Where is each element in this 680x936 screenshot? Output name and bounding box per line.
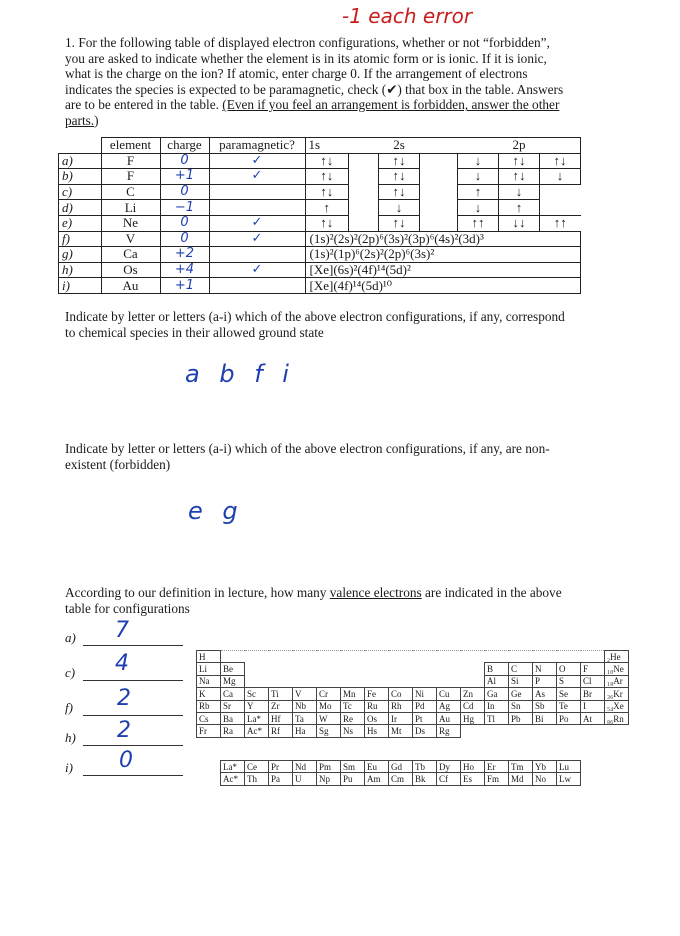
periodic-row bbox=[197, 651, 629, 663]
question-4-text bbox=[65, 585, 635, 616]
empty-cell bbox=[389, 651, 413, 663]
empty-cell bbox=[389, 663, 413, 675]
empty-cell bbox=[317, 663, 341, 675]
element-cell: Mg bbox=[221, 675, 245, 687]
empty-cell bbox=[341, 651, 365, 663]
element-cell: Hg bbox=[461, 712, 485, 724]
empty-cell bbox=[317, 651, 341, 663]
element-cell: Cl bbox=[581, 675, 605, 687]
element-cell: Ca bbox=[101, 247, 160, 263]
orbital-1s: ↑↓ bbox=[305, 184, 349, 200]
element-cell: Sc bbox=[245, 688, 269, 700]
table-header-row bbox=[59, 138, 581, 154]
element-cell: Ge bbox=[509, 688, 533, 700]
electron-config-table bbox=[58, 137, 581, 294]
valence-answer-row bbox=[65, 718, 185, 745]
empty-cell bbox=[437, 663, 461, 675]
element-cell: V bbox=[293, 688, 317, 700]
charge-cell: 0 bbox=[160, 153, 209, 169]
orbital-2p-x: ↑ bbox=[458, 184, 499, 200]
paramagnetic-cell bbox=[209, 247, 305, 263]
element-cell: Zr bbox=[269, 700, 293, 712]
row-label: b) bbox=[59, 169, 102, 185]
element-cell: Y bbox=[245, 700, 269, 712]
element-cell: Rf bbox=[269, 725, 293, 737]
periodic-table-f-block bbox=[220, 760, 581, 786]
element-cell: U bbox=[293, 773, 317, 785]
element-cell: Gd bbox=[389, 761, 413, 773]
orbital-2p-y: ↓↓ bbox=[499, 215, 540, 231]
element-cell: Ac* bbox=[245, 725, 269, 737]
element-cell: Be bbox=[221, 663, 245, 675]
row-label: e) bbox=[59, 215, 102, 231]
empty-cell bbox=[437, 675, 461, 687]
element-cell: No bbox=[533, 773, 557, 785]
element-cell: Rh bbox=[389, 700, 413, 712]
empty-cell bbox=[293, 651, 317, 663]
element-cell: Ra bbox=[221, 725, 245, 737]
orbital-2s: ↑↓ bbox=[379, 153, 420, 169]
table-row bbox=[59, 169, 581, 185]
orbital-1s: ↑ bbox=[305, 200, 349, 216]
empty-cell bbox=[557, 725, 581, 737]
element-cell: Pd bbox=[413, 700, 437, 712]
q4-line-1a: According to our definition in lecture, how many bbox=[65, 585, 330, 600]
q2-line-1: Indicate by letter or letters (a-i) which of the above electron configurations, if any, correspond bbox=[65, 309, 565, 324]
periodic-row bbox=[197, 675, 629, 687]
empty-cell bbox=[413, 651, 437, 663]
q2-answer: a b f i bbox=[185, 360, 295, 388]
element-cell: Au bbox=[101, 278, 160, 294]
row-label: h) bbox=[59, 262, 102, 278]
element-cell: I bbox=[581, 700, 605, 712]
orbital-2s: ↑↓ bbox=[379, 184, 420, 200]
element-cell: Sm bbox=[341, 761, 365, 773]
empty-cell bbox=[437, 651, 461, 663]
orbital-2p-z: ↑↑ bbox=[540, 215, 581, 231]
orbital-2p-x: ↓ bbox=[458, 200, 499, 216]
answer-value: 2 bbox=[117, 718, 131, 743]
empty-cell bbox=[269, 651, 293, 663]
empty-cell bbox=[341, 675, 365, 687]
q1-line-5: are to be entered in the table. bbox=[65, 97, 223, 113]
element-cell: Yb bbox=[533, 761, 557, 773]
element-cell: As bbox=[533, 688, 557, 700]
periodic-row bbox=[197, 663, 629, 675]
paramagnetic-cell bbox=[209, 278, 305, 294]
orbital-2p-y: ↑↓ bbox=[499, 153, 540, 169]
orbital-2p-z bbox=[540, 200, 581, 216]
row-label: c) bbox=[59, 184, 102, 200]
f-block-row bbox=[221, 761, 581, 773]
empty-cell bbox=[365, 663, 389, 675]
element-cell: Os bbox=[101, 262, 160, 278]
paramagnetic-cell bbox=[209, 184, 305, 200]
answer-label: i) bbox=[65, 760, 73, 775]
element-cell: Ni bbox=[413, 688, 437, 700]
answer-label: f) bbox=[65, 700, 73, 715]
element-cell: Sn bbox=[509, 700, 533, 712]
element-cell: Ce bbox=[245, 761, 269, 773]
element-cell: Pa bbox=[269, 773, 293, 785]
element-cell: Dy bbox=[437, 761, 461, 773]
element-cell: Fm bbox=[485, 773, 509, 785]
element-cell: F bbox=[581, 663, 605, 675]
element-cell: Ca bbox=[221, 688, 245, 700]
element-cell: W bbox=[317, 712, 341, 724]
element-cell: H bbox=[197, 651, 221, 663]
empty-cell bbox=[365, 651, 389, 663]
element-cell: K bbox=[197, 688, 221, 700]
element-cell: Al bbox=[485, 675, 509, 687]
element-cell: Pt bbox=[413, 712, 437, 724]
element-cell: Zn bbox=[461, 688, 485, 700]
charge-cell: −1 bbox=[160, 200, 209, 216]
empty-cell bbox=[581, 651, 605, 663]
charge-cell: +1 bbox=[160, 278, 209, 294]
element-cell: Na bbox=[197, 675, 221, 687]
element-cell: Cd bbox=[461, 700, 485, 712]
config-cell: [Xe](6s)²(4f)¹⁴(5d)² bbox=[305, 262, 581, 278]
table-row bbox=[59, 215, 581, 231]
element-cell: Tc bbox=[341, 700, 365, 712]
element-cell: Pm bbox=[317, 761, 341, 773]
table-row bbox=[59, 231, 581, 247]
empty-cell bbox=[317, 675, 341, 687]
empty-cell bbox=[245, 651, 269, 663]
answer-value: 0 bbox=[119, 748, 133, 773]
empty-cell bbox=[509, 725, 533, 737]
q1-line-1: For the following table of displayed electron configurations, whether or not “forbidden”, bbox=[78, 35, 550, 50]
element-cell: Cr bbox=[317, 688, 341, 700]
element-cell: Ns bbox=[341, 725, 365, 737]
row-label: f) bbox=[59, 231, 102, 247]
answer-blank bbox=[83, 679, 183, 681]
valence-answer-row bbox=[65, 651, 185, 680]
orbital-2p-y: ↑ bbox=[499, 200, 540, 216]
empty-cell bbox=[461, 663, 485, 675]
header-charge: charge bbox=[160, 138, 209, 154]
header-paramagnetic: paramagnetic? bbox=[209, 138, 305, 154]
orbital-2p-y: ↓ bbox=[499, 184, 540, 200]
element-cell: Te bbox=[557, 700, 581, 712]
element-cell: Br bbox=[581, 688, 605, 700]
element-cell: Si bbox=[509, 675, 533, 687]
valence-answer-row bbox=[65, 686, 185, 715]
orbital-2p-x: ↑↑ bbox=[458, 215, 499, 231]
element-cell: Cf bbox=[437, 773, 461, 785]
header-2p: 2p bbox=[499, 138, 540, 154]
element-cell: Es bbox=[461, 773, 485, 785]
empty-cell bbox=[269, 663, 293, 675]
q1-line-3: what is the charge on the ion? If atomic, enter charge 0. If the arrangement of electrons bbox=[65, 66, 528, 82]
charge-cell: 0 bbox=[160, 215, 209, 231]
question-3-text bbox=[65, 441, 635, 472]
answer-blank bbox=[83, 744, 183, 746]
empty-cell bbox=[533, 651, 557, 663]
element-cell: F bbox=[101, 169, 160, 185]
empty-cell bbox=[461, 725, 485, 737]
element-cell: Hf bbox=[269, 712, 293, 724]
table-row bbox=[59, 200, 581, 216]
table-row bbox=[59, 153, 581, 169]
element-cell: Fe bbox=[365, 688, 389, 700]
paramagnetic-cell: ✓ bbox=[209, 215, 305, 231]
element-cell: Bk bbox=[413, 773, 437, 785]
element-cell: Rb bbox=[197, 700, 221, 712]
empty-cell bbox=[221, 651, 245, 663]
answer-blank bbox=[83, 774, 183, 776]
config-cell: [Xe](4f)¹⁴(5d)¹⁰ bbox=[305, 278, 581, 294]
element-cell: Mo bbox=[317, 700, 341, 712]
empty-cell bbox=[245, 663, 269, 675]
table-row bbox=[59, 184, 581, 200]
empty-cell bbox=[461, 675, 485, 687]
orbital-1s: ↑↓ bbox=[305, 153, 349, 169]
element-cell: At bbox=[581, 712, 605, 724]
empty-cell bbox=[485, 725, 509, 737]
empty-cell bbox=[581, 725, 605, 737]
element-cell: Pb bbox=[509, 712, 533, 724]
empty-cell bbox=[557, 651, 581, 663]
element-cell: Fr bbox=[197, 725, 221, 737]
orbital-1s: ↑↓ bbox=[305, 215, 349, 231]
charge-cell: 0 bbox=[160, 184, 209, 200]
element-cell: ₁₈Ar bbox=[605, 675, 629, 687]
element-cell: Np bbox=[317, 773, 341, 785]
question-1-text bbox=[65, 35, 625, 129]
q1-underlined-note: (Even if you feel an arrangement is forbidden, answer the other bbox=[222, 97, 560, 113]
answer-label: h) bbox=[65, 730, 76, 745]
element-cell: Cm bbox=[389, 773, 413, 785]
orbital-1s: ↑↓ bbox=[305, 169, 349, 185]
row-label: i) bbox=[59, 278, 102, 294]
element-cell: Th bbox=[245, 773, 269, 785]
element-cell: Ru bbox=[365, 700, 389, 712]
element-cell: ₅₄Xe bbox=[605, 700, 629, 712]
table-row bbox=[59, 262, 581, 278]
orbital-2p-x: ↓ bbox=[458, 153, 499, 169]
element-cell: Hs bbox=[365, 725, 389, 737]
row-label: a) bbox=[59, 153, 102, 169]
element-cell: Bi bbox=[533, 712, 557, 724]
element-cell: Mt bbox=[389, 725, 413, 737]
element-cell: Tl bbox=[485, 712, 509, 724]
header-2s: 2s bbox=[379, 138, 420, 154]
element-cell: Ne bbox=[101, 215, 160, 231]
valence-answer-row bbox=[65, 748, 185, 775]
element-cell: ₂He bbox=[605, 651, 629, 663]
element-cell: Se bbox=[557, 688, 581, 700]
header-element: element bbox=[101, 138, 160, 154]
element-cell: Re bbox=[341, 712, 365, 724]
answer-blank bbox=[83, 644, 183, 646]
q4-line-1b: are indicated in the above bbox=[421, 585, 562, 600]
paramagnetic-cell: ✓ bbox=[209, 153, 305, 169]
periodic-table-main bbox=[196, 650, 629, 738]
element-cell: S bbox=[557, 675, 581, 687]
empty-cell bbox=[389, 675, 413, 687]
paramagnetic-cell: ✓ bbox=[209, 262, 305, 278]
charge-cell: +4 bbox=[160, 262, 209, 278]
element-cell: Sb bbox=[533, 700, 557, 712]
q2-line-2: to chemical species in their allowed ground state bbox=[65, 324, 324, 340]
element-cell: C bbox=[101, 184, 160, 200]
paramagnetic-cell: ✓ bbox=[209, 231, 305, 247]
element-cell: V bbox=[101, 231, 160, 247]
orbital-2s: ↑↓ bbox=[379, 169, 420, 185]
element-cell: Ha bbox=[293, 725, 317, 737]
element-cell: P bbox=[533, 675, 557, 687]
element-cell: Sr bbox=[221, 700, 245, 712]
element-cell: Er bbox=[485, 761, 509, 773]
question-number: 1. bbox=[65, 35, 75, 50]
empty-cell bbox=[413, 675, 437, 687]
empty-cell bbox=[293, 663, 317, 675]
config-cell: (1s)²(1p)⁶(2s)²(2p)⁶(3s)² bbox=[305, 247, 581, 263]
q1-tail: ) bbox=[94, 112, 99, 128]
orbital-2s: ↑↓ bbox=[379, 215, 420, 231]
q4-valence-electrons: valence electrons bbox=[329, 585, 422, 600]
element-cell: Tb bbox=[413, 761, 437, 773]
empty-cell bbox=[485, 651, 509, 663]
element-cell: Ac* bbox=[221, 773, 245, 785]
element-cell: Po bbox=[557, 712, 581, 724]
element-cell: ₈₆Rn bbox=[605, 712, 629, 724]
element-cell: La* bbox=[221, 761, 245, 773]
periodic-row bbox=[197, 700, 629, 712]
paramagnetic-cell bbox=[209, 200, 305, 216]
element-cell: F bbox=[101, 153, 160, 169]
paramagnetic-cell: ✓ bbox=[209, 169, 305, 185]
element-cell: B bbox=[485, 663, 509, 675]
element-cell: Ta bbox=[293, 712, 317, 724]
orbital-2p-z bbox=[540, 184, 581, 200]
charge-cell: +1 bbox=[160, 169, 209, 185]
q4-line-2: table for configurations bbox=[65, 600, 190, 616]
element-cell: Pu bbox=[341, 773, 365, 785]
element-cell: Ds bbox=[413, 725, 437, 737]
empty-cell bbox=[509, 651, 533, 663]
empty-cell bbox=[341, 663, 365, 675]
orbital-2p-y: ↑↓ bbox=[499, 169, 540, 185]
answer-value: 7 bbox=[115, 618, 129, 643]
element-cell: Ti bbox=[269, 688, 293, 700]
empty-cell bbox=[413, 663, 437, 675]
table-row bbox=[59, 278, 581, 294]
element-cell: Eu bbox=[365, 761, 389, 773]
question-2-text bbox=[65, 309, 635, 340]
grading-note: -1 each error bbox=[342, 4, 473, 28]
element-cell: Ba bbox=[221, 712, 245, 724]
q3-answer: e g bbox=[188, 497, 244, 525]
empty-cell bbox=[245, 675, 269, 687]
element-cell: Au bbox=[437, 712, 461, 724]
answer-value: 2 bbox=[117, 686, 131, 711]
element-cell: Ir bbox=[389, 712, 413, 724]
q1-line-4: indicates the species is expected to be paramagnetic, check (✔) that box in the table. Answers bbox=[65, 81, 564, 97]
element-cell: In bbox=[485, 700, 509, 712]
empty-cell bbox=[293, 675, 317, 687]
config-cell: (1s)²(2s)²(2p)⁶(3s)²(3p)⁶(4s)²(3d)³ bbox=[305, 231, 581, 247]
orbital-2p-x: ↓ bbox=[458, 169, 499, 185]
orbital-2p-z: ↑↓ bbox=[540, 153, 581, 169]
table-row bbox=[59, 247, 581, 263]
answer-label: c) bbox=[65, 665, 76, 680]
empty-cell bbox=[365, 675, 389, 687]
element-cell: Ag bbox=[437, 700, 461, 712]
element-cell: Md bbox=[509, 773, 533, 785]
charge-cell: 0 bbox=[160, 231, 209, 247]
q3-line-1: Indicate by letter or letters (a-i) which of the above electron configurations, if any, are non- bbox=[65, 441, 550, 456]
answer-value: 4 bbox=[115, 651, 129, 676]
element-cell: N bbox=[533, 663, 557, 675]
element-cell: C bbox=[509, 663, 533, 675]
empty-cell bbox=[269, 675, 293, 687]
charge-cell: +2 bbox=[160, 247, 209, 263]
element-cell: Lu bbox=[557, 761, 581, 773]
element-cell: Rg bbox=[437, 725, 461, 737]
empty-cell bbox=[461, 651, 485, 663]
row-label: g) bbox=[59, 247, 102, 263]
element-cell: O bbox=[557, 663, 581, 675]
element-cell: Os bbox=[365, 712, 389, 724]
element-cell: Lw bbox=[557, 773, 581, 785]
f-block-row bbox=[221, 773, 581, 785]
element-cell: ₁₀Ne bbox=[605, 663, 629, 675]
empty-cell bbox=[533, 725, 557, 737]
element-cell: Li bbox=[197, 663, 221, 675]
periodic-row bbox=[197, 725, 629, 737]
element-cell: Ho bbox=[461, 761, 485, 773]
element-cell: Nb bbox=[293, 700, 317, 712]
periodic-row bbox=[197, 688, 629, 700]
element-cell: Pr bbox=[269, 761, 293, 773]
element-cell: Cs bbox=[197, 712, 221, 724]
element-cell: Sg bbox=[317, 725, 341, 737]
answer-label: a) bbox=[65, 630, 76, 645]
element-cell: ₃₆Kr bbox=[605, 688, 629, 700]
orbital-2p-z: ↓ bbox=[540, 169, 581, 185]
periodic-row bbox=[197, 712, 629, 724]
header-1s: 1s bbox=[305, 138, 349, 154]
element-cell: Am bbox=[365, 773, 389, 785]
valence-answer-row bbox=[65, 618, 185, 645]
q1-underlined-note-2: parts. bbox=[65, 112, 95, 128]
element-cell: Cu bbox=[437, 688, 461, 700]
q1-line-2: you are asked to indicate whether the element is in its atomic form or is ionic. If it is ionic, bbox=[65, 50, 547, 66]
element-cell: La* bbox=[245, 712, 269, 724]
row-label: d) bbox=[59, 200, 102, 216]
answer-blank bbox=[83, 714, 183, 716]
q3-line-2: existent (forbidden) bbox=[65, 456, 171, 472]
element-cell: Tm bbox=[509, 761, 533, 773]
element-cell: Li bbox=[101, 200, 160, 216]
empty-cell bbox=[605, 725, 629, 737]
orbital-2s: ↓ bbox=[379, 200, 420, 216]
element-cell: Nd bbox=[293, 761, 317, 773]
element-cell: Mn bbox=[341, 688, 365, 700]
element-cell: Co bbox=[389, 688, 413, 700]
element-cell: Ga bbox=[485, 688, 509, 700]
